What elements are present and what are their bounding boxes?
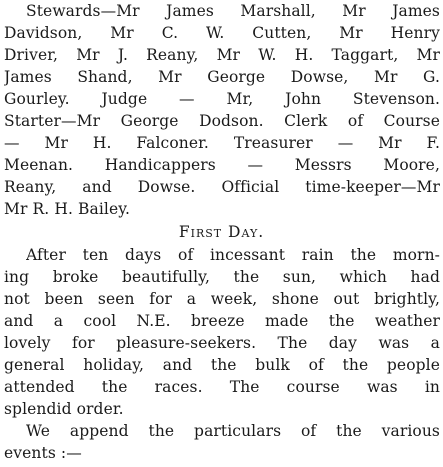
text-line: and a cool N.E. breeze made the weather bbox=[4, 312, 440, 330]
text-line: After ten days of incessant rain the morn- bbox=[26, 246, 440, 264]
text-line: Stewards—Mr James Marshall, Mr James bbox=[26, 2, 440, 20]
text-line: lovely for pleasure-seekers. The day was a bbox=[4, 334, 440, 352]
text-line: not been seen for a week, shone out brightly, bbox=[4, 290, 440, 308]
text-line: Reany, and Dowse. Official time-keeper—Mr bbox=[4, 178, 440, 196]
text-line: Gourley. Judge — Mr, John Stevenson. bbox=[4, 90, 440, 108]
text-line: splendid order. bbox=[4, 400, 124, 418]
text-line: Davidson, Mr C. W. Cutten, Mr Henry bbox=[4, 24, 440, 42]
text-line: James Shand, Mr George Dowse, Mr G. bbox=[4, 68, 440, 86]
text-line: attended the races. The course was in bbox=[4, 378, 440, 396]
text-line: Driver, Mr J. Reany, Mr W. H. Taggart, Mr bbox=[4, 46, 440, 64]
text-line: ing broke beautifully, the sun, which had bbox=[4, 268, 440, 286]
text-line: general holiday, and the bulk of the people bbox=[4, 356, 440, 374]
text-line: Meenan. Handicappers — Messrs Moore, bbox=[4, 156, 440, 174]
text-line: — Mr H. Falconer. Treasurer — Mr F. bbox=[4, 134, 440, 152]
text-line: events :— bbox=[4, 444, 82, 462]
text-line: We append the particulars of the various bbox=[26, 422, 440, 440]
text-line: Starter—Mr George Dodson. Clerk of Course bbox=[4, 112, 440, 130]
section-heading: First Day. bbox=[178, 223, 265, 241]
text-line: Mr R. H. Bailey. bbox=[4, 200, 131, 218]
